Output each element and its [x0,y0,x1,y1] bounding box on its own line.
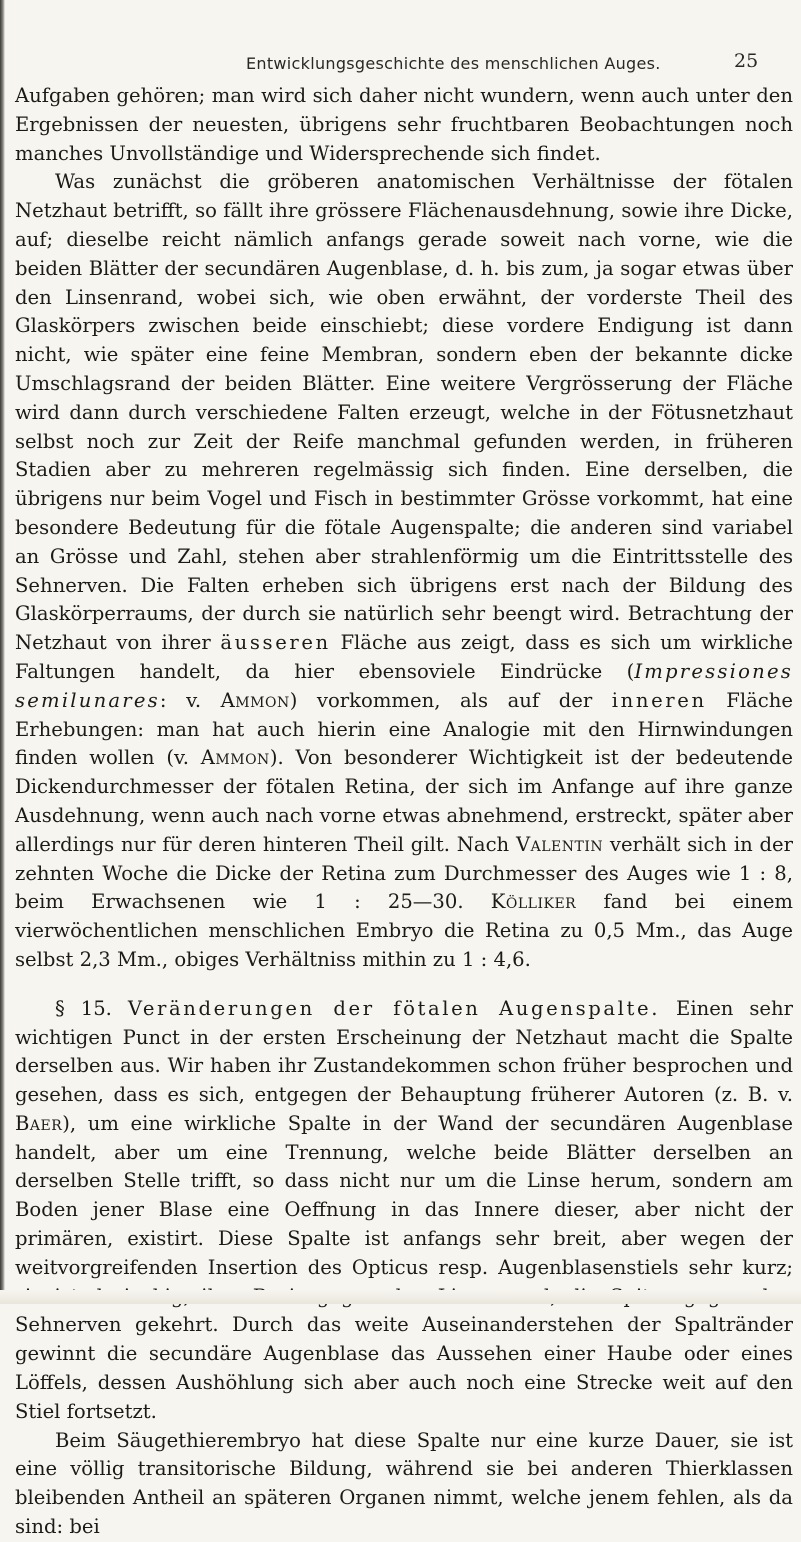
emphasis-inneren: inneren [611,688,707,712]
page-bottom-shade [0,1290,801,1304]
body-text [15,82,793,1542]
paragraph-mammal-embryo: Beim Säugethierembryo hat diese Spalte nur eine kurze Dauer, sie ist eine völlig transitorische Bildung, während sie bei anderen Thierklassen bleibenden Antheil an späteren Organen nimmt, welche jenem fehlen, als da sind: bei [15,1428,793,1539]
emphasis-aeusseren: äusseren [220,631,331,655]
page-number: 25 [734,50,759,72]
author-baer: Baer [15,1111,63,1135]
page-header [0,48,801,78]
section-number: § 15. [55,996,112,1020]
author-valentin: Valentin [515,832,604,856]
section-15-paragraph: § 15. Veränderungen der fötalen Augenspalte. Einen sehr wichtigen Punct in der ersten Erscheinung der Netzhaut macht die Spalte derselben aus. Wir haben ihr Zustandekommen schon früher besprochen und gesehen, dass es sich, entgegen der Behauptung früherer Autoren (z. B. v. Baer), um eine wirkliche Spalte in der Wand der secundären Augenblase handelt, aber um eine Trennung, welche beide Blätter derselben an derselben Stelle trifft, so dass nicht nur um die Linse herum, sondern am Boden jener Blase eine Oeffnung in das Innere dieser, aber nicht der primären, existirt. Diese Spalte ist anfangs sehr breit, aber wegen der weitvorgreifenden Insertion des Opticus resp. Augenblasenstiels sehr kurz; Sehnerven gekehrt. Durch das weite Auseinanderstehen der Spaltränder gewinnt die secundäre Augenblase das Aussehen einer Haube oder eines Löffels, dessen Aushöhlung sich aber auch noch eine Strecke weit auf den Stiel fortsetzt. [15,996,794,1423]
section-heading: Veränderungen der fötalen Augenspalte. [127,996,661,1020]
paragraph-retina-dimensions: Was zunächst die gröberen anatomischen Verhältnisse der fötalen Netzhaut betrifft, so fällt ihre grössere Flächenausdehnung, sowie ihre Dicke, auf; dieselbe reicht nämlich anfangs gerade soweit nach vorne, wie die beiden Blätter der secundären Augenblase, d. h. bis zum, ja sogar etwas über den Linsenrand, wobei sich, wie oben erwähnt, der vorderste Theil des Glaskörpers zwischen beide einschiebt; diese vordere Endigung ist dann nicht, wie später eine feine Membran, sondern eben der bekannte dicke Umschlagsrand der beiden Blätter. Eine weitere Vergrösserung der Fläche wird dann durch verschiedene Falten erzeugt, welche in der Fötusnetzhaut selbst noch zur Zeit der Reife manchmal gefunden werden, in früheren Stadien aber zu mehreren regelmässig sich finden. Eine derselben, die übrigens nur beim Vogel und Fisch in bestimmter Grösse vorkommt, hat eine besondere Bedeutung für die fötale Augenspalte; die anderen sind variabel an Grösse und Zahl, stehen aber strahlenförmig um die Eintrittsstelle des Sehnerven. Die Falten erheben sich übrigens erst nach der Bildung des Glaskörperraums, der durch sie natürlich sehr beengt wird. Betrachtung der Netzhaut von ihrer äusseren Fläche aus zeigt, dass es sich um wirkliche Faltungen handelt, da hier ebensoviele Eindrücke (Impressiones semilunares: v. Ammon) vorkommen, als auf der inneren Fläche Erhebungen: man hat auch hierin eine Analogie mit den Hirnwindungen finden wollen (v. Ammon). Von besonderer Wichtigkeit ist der bedeutende Dickendurchmesser der fötalen Retina, der sich im Anfange auf ihre ganze Ausdehnung, wenn auch nach vorne etwas abnehmend, erstreckt, später aber allerdings nur für deren hinteren Theil gilt. Nach Valentin verhält sich in der zehnten Woche die Dicke der Retina zum Durchmesser des Auges wie 1 : 8, beim Erwachsenen wie 1 : 25—30. Kölliker fand bei einem vierwöchentlichen menschlichen Embryo die Retina zu 0,5 Mm., das Auge selbst 2,3 Mm., obiges Verhältniss mithin zu 1 : 4,6. [15,170,793,971]
emphasis-impressiones: Impressiones semilunares [15,659,793,712]
page-binding-edge [0,0,5,1304]
running-head: Entwicklungsgeschichte des menschlichen Auges. [246,54,661,73]
paragraph-continued: Aufgaben gehören; man wird sich daher nicht wundern, wenn auch unter den Ergebnissen der neuesten, übrigens sehr fruchtbaren Beobachtungen noch manches Unvollständige und Widersprechende sich findet. [15,84,793,165]
author-ammon-2: Ammon [200,746,270,770]
author-ammon: Ammon [220,688,290,712]
author-koelliker: Kölliker [490,890,577,914]
